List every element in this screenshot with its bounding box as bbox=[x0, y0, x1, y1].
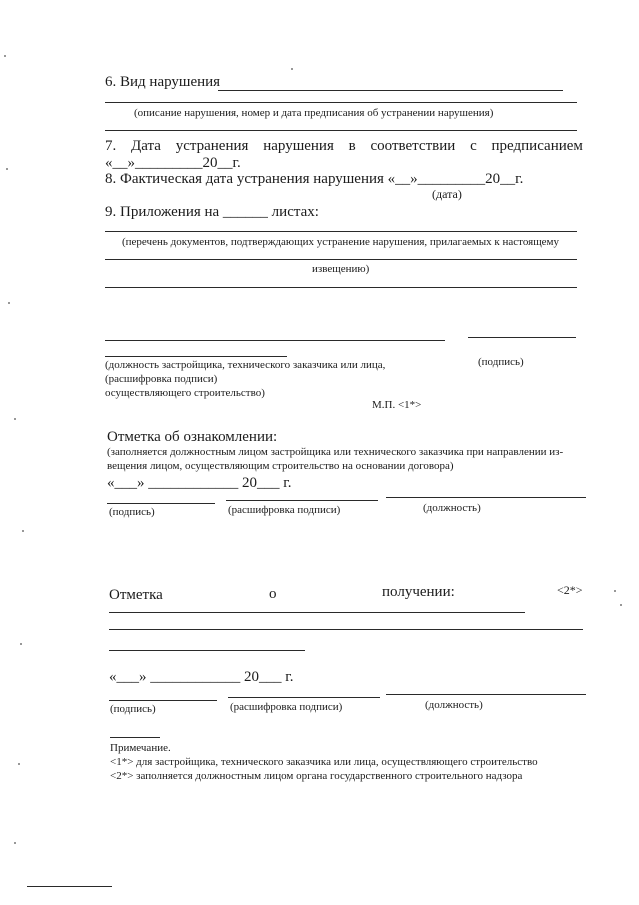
section-7-word: соответствии bbox=[370, 138, 456, 154]
position-line bbox=[105, 340, 445, 341]
scan-dot bbox=[22, 530, 24, 532]
note-1: <1*> для застройщика, технического заказчика или лица, осуществляющего строительство bbox=[110, 756, 538, 768]
receipt-decoding-caption: (расшифровка подписи) bbox=[230, 701, 343, 713]
acquaintance-position-line bbox=[386, 497, 586, 498]
receipt-line-3 bbox=[109, 650, 305, 651]
receipt-decoding-line bbox=[228, 697, 380, 698]
signature-line bbox=[468, 337, 576, 338]
section-6-caption: (описание нарушения, номер и дата предписания об устранении нарушения) bbox=[134, 107, 494, 119]
position-caption-1: (должность застройщика, технического заказчика или лица, bbox=[105, 359, 386, 371]
acquaintance-decoding-line bbox=[226, 500, 378, 501]
section-9-caption: (перечень документов, подтверждающих устранение нарушения, прилагаемых к настоящему bbox=[122, 236, 560, 248]
position-caption-2: (расшифровка подписи) bbox=[105, 373, 218, 385]
violation-description-line bbox=[105, 102, 577, 103]
page-edge-mark bbox=[27, 886, 112, 887]
acquaintance-decoding-caption: (расшифровка подписи) bbox=[228, 504, 341, 516]
receipt-word-3: получении: bbox=[382, 584, 455, 600]
section-7-word: нарушения bbox=[263, 138, 334, 154]
attachments-line-2 bbox=[105, 259, 577, 260]
attachments-line-3 bbox=[105, 287, 577, 288]
violation-type-field bbox=[218, 90, 563, 91]
acquaintance-position-caption: (должность) bbox=[423, 502, 481, 514]
scan-dot bbox=[291, 68, 293, 70]
scan-dot bbox=[14, 418, 16, 420]
section-9-caption-2: извещению) bbox=[312, 263, 370, 275]
stamp-label: М.П. <1*> bbox=[372, 399, 422, 411]
section-7-word: с bbox=[470, 138, 477, 154]
receipt-signature-line bbox=[109, 700, 217, 701]
section-8-caption: (дата) bbox=[432, 187, 462, 201]
section-6-label: 6. Вид нарушения bbox=[105, 74, 221, 90]
notes-title: Примечание. bbox=[110, 742, 171, 754]
section-7-text bbox=[105, 139, 583, 154]
receipt-word-2: о bbox=[269, 586, 277, 602]
position-underline bbox=[105, 356, 287, 357]
violation-description-line-2 bbox=[105, 130, 577, 131]
section-7-date: «__»_________20__г. bbox=[105, 155, 241, 171]
scan-dot bbox=[8, 302, 10, 304]
section-7-word: устранения bbox=[175, 138, 249, 154]
position-caption-3: осуществляющего строительство) bbox=[105, 387, 265, 399]
scan-dot bbox=[620, 604, 622, 606]
receipt-line-2 bbox=[109, 629, 583, 630]
scan-dot bbox=[14, 842, 16, 844]
acquaintance-signature-caption: (подпись) bbox=[109, 506, 155, 518]
scan-dot bbox=[4, 55, 6, 57]
scan-dot bbox=[18, 763, 20, 765]
acquaintance-note-2: вещения лицом, осуществляющим строительство на основании договора) bbox=[107, 460, 454, 472]
receipt-signature-caption: (подпись) bbox=[110, 703, 156, 715]
acquaintance-signature-line bbox=[107, 503, 215, 504]
receipt-position-line bbox=[386, 694, 586, 695]
receipt-position-caption: (должность) bbox=[425, 699, 483, 711]
note-2: <2*> заполняется должностным лицом органа государственного строительного надзора bbox=[110, 770, 523, 782]
notes-separator bbox=[110, 737, 160, 738]
section-7-word: в bbox=[348, 138, 356, 154]
section-7-word: предписанием bbox=[491, 138, 583, 154]
receipt-line-1 bbox=[109, 612, 525, 613]
scan-dot bbox=[614, 590, 616, 592]
attachments-line bbox=[105, 231, 577, 232]
acquaintance-note-1: (заполняется должностным лицом застройщика или технического заказчика при направлении из- bbox=[107, 446, 564, 458]
signature-caption: (подпись) bbox=[478, 356, 524, 368]
scan-dot bbox=[6, 168, 8, 170]
section-7-word: 7. bbox=[105, 138, 117, 154]
section-7-word: Дата bbox=[131, 138, 161, 154]
section-9-text: 9. Приложения на ______ листах: bbox=[105, 204, 319, 220]
acquaintance-date: «___» ____________ 20___ г. bbox=[107, 475, 292, 491]
receipt-date: «___» ____________ 20___ г. bbox=[109, 669, 294, 685]
scan-dot bbox=[20, 643, 22, 645]
acquaintance-title: Отметка об ознакомлении: bbox=[107, 429, 278, 445]
receipt-word-1: Отметка bbox=[109, 587, 163, 603]
receipt-footnote-ref: <2*> bbox=[557, 583, 583, 597]
section-8-text: 8. Фактическая дата устранения нарушения «__»_________20__г. bbox=[105, 171, 524, 187]
